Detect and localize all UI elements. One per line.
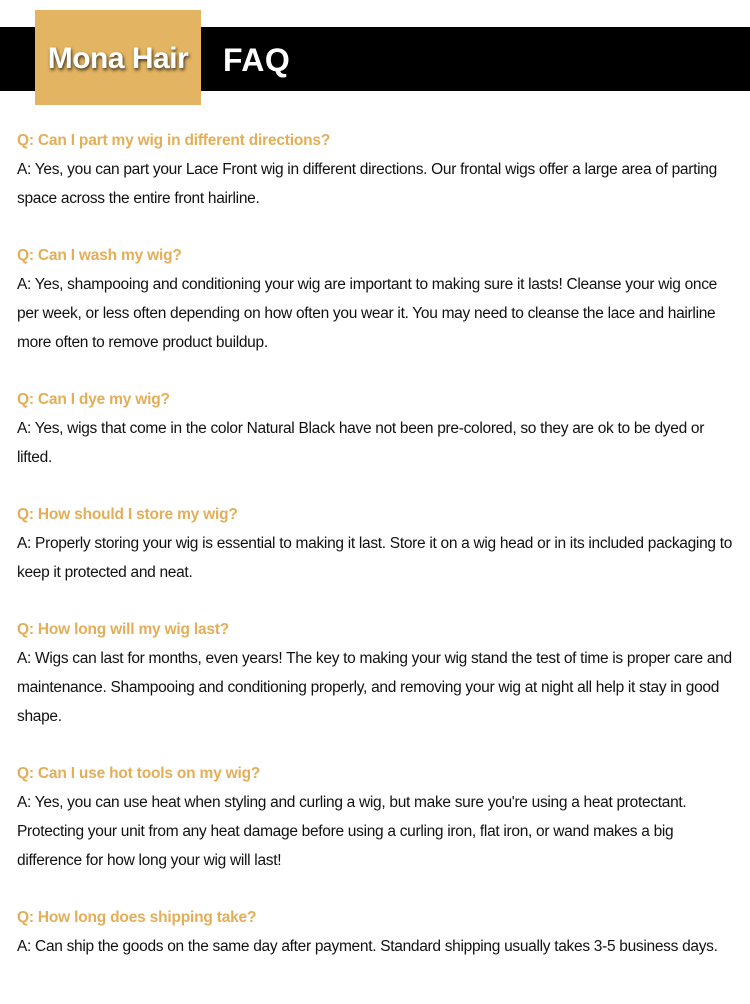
faq-question: Q: How long does shipping take?: [17, 909, 257, 926]
brand-name: Mona Hair: [47, 41, 189, 75]
faq-item: [17, 903, 742, 961]
faq-item: [17, 126, 742, 213]
faq-item: [17, 759, 742, 875]
faq-item: [17, 241, 742, 357]
faq-list: [17, 126, 742, 989]
faq-answer: A: Yes, wigs that come in the color Natural Black have not been pre-colored, so they are ok to be dyed or lifted.: [17, 420, 705, 466]
faq-question: Q: How should I store my wig?: [17, 506, 238, 523]
faq-question: Q: Can I use hot tools on my wig?: [17, 765, 261, 782]
faq-answer: A: Yes, you can part your Lace Front wig in different directions. Our frontal wigs offer a large area of parting space across the entire front hairline.: [17, 161, 717, 207]
faq-answer: A: Can ship the goods on the same day after payment. Standard shipping usually takes 3-5 business days.: [17, 938, 718, 955]
faq-answer: A: Wigs can last for months, even years! The key to making your wig stand the test of time is proper care and maintenance. Shampooing and conditioning properly, and removing your wig at night all help it stay in good shape.: [17, 650, 732, 725]
faq-question: Q: Can I dye my wig?: [17, 391, 170, 408]
faq-item: [17, 615, 742, 731]
brand-logo: [35, 10, 201, 105]
faq-question: Q: How long will my wig last?: [17, 621, 230, 638]
faq-answer: A: Yes, shampooing and conditioning your wig are important to making sure it lasts! Cleanse your wig once per week, or less often depending on how often you wear it. You may need to cleanse the lace and hairline more often to remove product buildup.: [17, 276, 717, 351]
page-title: FAQ: [223, 42, 291, 78]
faq-question: Q: Can I wash my wig?: [17, 247, 182, 264]
faq-item: [17, 385, 742, 472]
faq-answer: A: Yes, you can use heat when styling and curling a wig, but make sure you're using a heat protectant. Protecting your unit from any heat damage before using a curling iron, flat iron, or wand makes a big difference for how long your wig will last!: [17, 794, 687, 869]
faq-question: Q: Can I part my wig in different directions?: [17, 132, 331, 149]
faq-item: [17, 500, 742, 587]
faq-answer: A: Properly storing your wig is essential to making it last. Store it on a wig head or in its included packaging to keep it protected and neat.: [17, 535, 733, 581]
